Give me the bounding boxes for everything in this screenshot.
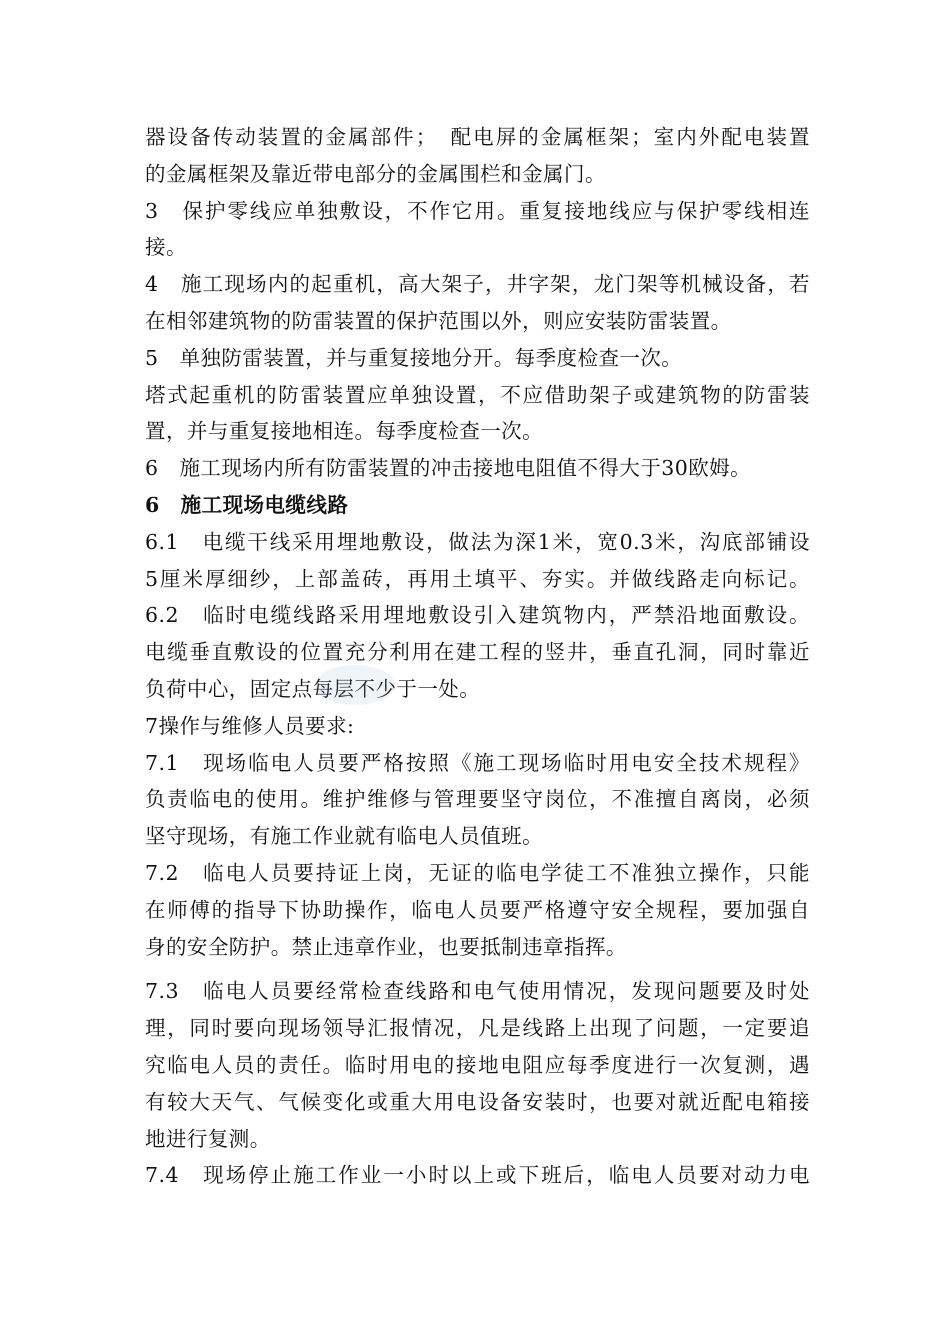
text-line: 的金属框架及靠近带电部分的金属围栏和金属门。 xyxy=(145,161,606,186)
text-line: 7.3 临电人员要经常检查线路和电气使用情况，发现问题要及时处 xyxy=(145,979,810,1004)
watermark-logo-icon xyxy=(310,660,400,710)
text-line: 7.2 临电人员要持证上岗，无证的临电学徒工不准独立操作，只能 xyxy=(145,860,810,885)
text-line: 坚守现场，有施工作业就有临电人员值班。 xyxy=(145,824,544,849)
text-line: 理，同时要向现场领导汇报情况，凡是线路上出现了问题，一定要追 xyxy=(145,1016,810,1041)
text-line: 塔式起重机的防雷装置应单独设置，不应借助架子或建筑物的防雷装 xyxy=(145,382,810,407)
text-line: 7.1 现场临电人员要严格按照《施工现场临时用电安全技术规程》 xyxy=(145,750,810,775)
text-line: 5 单独防雷装置，并与重复接地分开。每季度检查一次。 xyxy=(145,345,683,370)
text-line: 器设备传动装置的金属部件； 配电屏的金属框架；室内外配电装置 xyxy=(145,125,810,149)
text-line: 4 施工现场内的起重机，高大架子，井字架，龙门架等机械设备，若 xyxy=(145,272,810,297)
document-body xyxy=(145,119,810,1194)
text-line: 有较大天气、气候变化或重大用电设备安装时，也要对就近配电箱接 xyxy=(145,1089,810,1114)
text-line: 身的安全防护。禁止违章作业，也要抵制违章指挥。 xyxy=(145,934,627,959)
text-line: 在相邻建筑物的防雷装置的保护范围以外，则应安装防雷装置。 xyxy=(145,308,732,333)
text-line: 6.1 电缆干线采用埋地敷设，做法为深1米，宽0.3米，沟底部铺设 xyxy=(145,529,810,554)
text-line: 究临电人员的责任。临时用电的接地电阻应每季度进行一次复测，遇 xyxy=(145,1052,810,1077)
text-line: 6.2 临时电缆线路采用埋地敷设引入建筑物内，严禁沿地面敷设。 xyxy=(145,603,810,628)
text-line: 6 施工现场内所有防雷装置的冲击接地电阻值不得大于30欧姆。 xyxy=(145,456,752,481)
section-heading: 6 施工现场电缆线路 xyxy=(145,492,349,517)
paragraph-gap xyxy=(145,965,810,973)
text-line: 7操作与维修人员要求: xyxy=(145,713,355,738)
text-line: 负责临电的使用。维护维修与管理要坚守岗位，不准擅自离岗，必须 xyxy=(145,787,810,812)
text-line: 置，并与重复接地相连。每季度检查一次。 xyxy=(145,419,544,444)
text-line: 地进行复测。 xyxy=(145,1126,271,1151)
text-line: 3 保护零线应单独敷设，不作它用。重复接地线应与保护零线相连 xyxy=(145,198,810,223)
text-line: 接。 xyxy=(145,235,187,260)
text-line: 7.4 现场停止施工作业一小时以上或下班后，临电人员要对动力电 xyxy=(145,1163,810,1188)
text-line: 在师傅的指导下协助操作，临电人员要严格遵守安全规程，要加强自 xyxy=(145,897,810,922)
text-line: 5厘米厚细纱，上部盖砖，再用土填平、夯实。并做线路走向标记。 xyxy=(145,566,810,591)
text-line: 电缆垂直敷设的位置充分利用在建工程的竖井，垂直孔洞，同时靠近 xyxy=(145,640,810,665)
text-line: 负荷中心，固定点每层不少于一处。 xyxy=(145,676,481,701)
